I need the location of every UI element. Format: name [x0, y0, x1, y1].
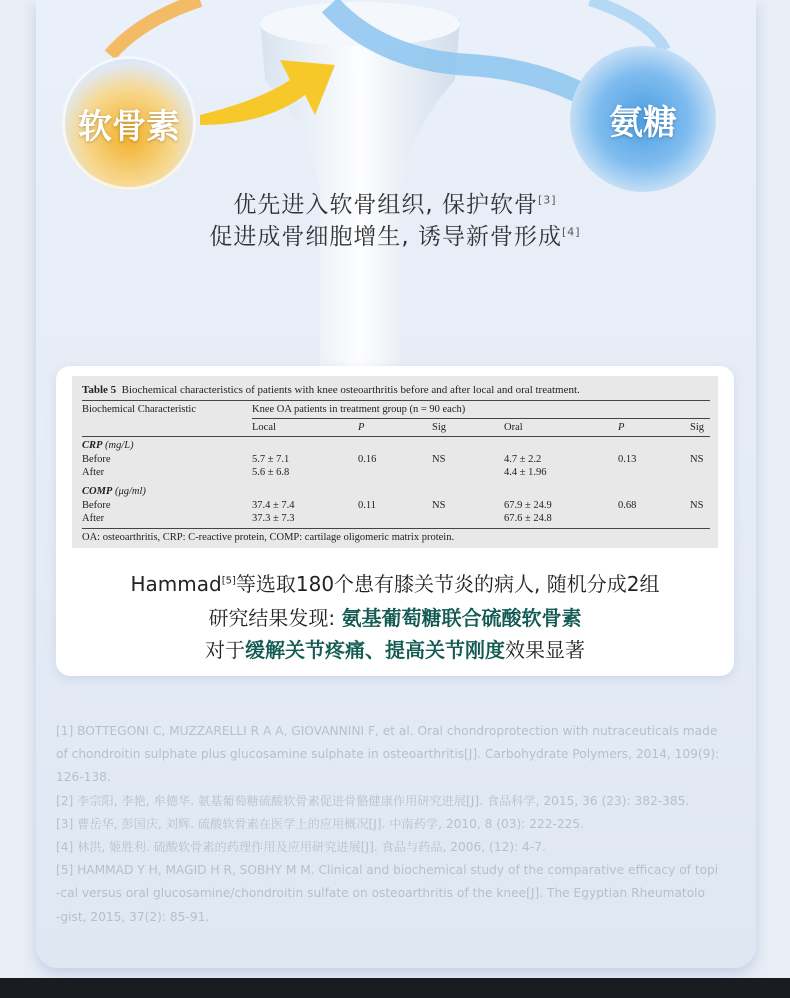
table-caption-label: Table 5 — [82, 384, 117, 396]
header-p2: P — [618, 422, 625, 433]
section-comp-name: COMP — [82, 486, 113, 497]
reference-line: [2] 李宗阳, 李艳, 牟德华. 氨基葡萄糖硫酸软骨素促进骨骼健康作用研究进展[J]. 食品科学, 2015, 36 (23): 382-385. — [56, 793, 690, 808]
references-list — [56, 720, 746, 929]
table-cell: 0.68 — [618, 500, 637, 511]
orange-swirl — [100, 0, 210, 60]
hero-line-2 — [0, 218, 790, 251]
table-footnote: OA: osteoarthritis, CRP: C-reactive protein, COMP: cartilage oligomeric matrix protein. — [82, 532, 455, 543]
col-characteristic: Biochemical Characteristic — [82, 404, 196, 415]
summary-line-1-text: 等选取180个患有膝关节炎的病人, 随机分成2组 — [235, 572, 660, 596]
table-cell: 4.4 ± 1.96 — [504, 467, 547, 478]
summary-line-3 — [56, 634, 734, 663]
summary-line-2 — [56, 602, 734, 631]
hero-line-2-ref: [4] — [562, 225, 581, 239]
results-table — [72, 376, 718, 548]
chondroitin-bubble — [62, 56, 196, 190]
group-header: Knee OA patients in treatment group (n = 90 each) — [252, 404, 466, 415]
table-cell: NS — [690, 454, 704, 465]
summary-line-2-prefix: 研究结果发现: — [208, 606, 342, 630]
glucosamine-label: 氨糖 — [609, 102, 677, 143]
summary-line-3-highlight: 缓解关节疼痛、提高关节刚度 — [245, 638, 505, 662]
summary-line-2-highlight: 氨基葡萄糖联合硫酸软骨素 — [341, 606, 582, 630]
table-cell: 67.6 ± 24.8 — [504, 513, 552, 524]
header-oral: Oral — [504, 422, 523, 433]
glucosamine-bubble — [570, 46, 716, 192]
header-sig1: Sig — [432, 422, 447, 433]
table-cell: NS — [432, 500, 446, 511]
table-cell: 0.11 — [358, 500, 376, 511]
table-caption — [82, 384, 580, 396]
study-card — [56, 366, 734, 676]
table-cell: 37.3 ± 7.3 — [252, 513, 295, 524]
arrow-icon — [200, 40, 340, 130]
summary-line-1 — [56, 568, 734, 597]
table-cell: 67.9 ± 24.9 — [504, 500, 552, 511]
table-cell: 5.7 ± 7.1 — [252, 454, 290, 465]
reference-line: [4] 林洪, 姬胜利. 硫酸软骨素的药理作用及应用研究进展[J]. 食品与药品, 2006, (12): 4-7. — [56, 840, 546, 855]
table-caption-text: Biochemical characteristics of patients with knee osteoarthritis before and after local and oral treatment. — [121, 384, 580, 396]
chondroitin-label: 软骨素 — [78, 106, 180, 147]
hero-line-1-ref: [3] — [538, 193, 557, 207]
reference-line: of chondroitin sulphate plus glucosamine sulphate in osteoarthritis[J]. Carbohydrate Polymers, 2014, 109(9): — [56, 747, 720, 762]
table-row-label: After — [82, 513, 105, 524]
reference-line: -gist, 2015, 37(2): 85-91. — [56, 909, 210, 924]
hero-line-1-text: 优先进入软骨组织, 保护软骨 — [233, 192, 539, 218]
section-comp — [82, 486, 146, 497]
bottom-bar — [0, 978, 790, 998]
table-cell: 0.13 — [618, 454, 637, 465]
table-cell: NS — [690, 500, 704, 511]
section-crp-name: CRP — [82, 440, 103, 451]
table-cell: 0.16 — [358, 454, 377, 465]
summary-author: Hammad — [130, 572, 222, 596]
table-cell: 5.6 ± 6.8 — [252, 467, 290, 478]
reference-line: [3] 曹岳华, 彭国庆, 刘辉. 硫酸软骨素在医学上的应用概况[J]. 中南药学, 2010, 8 (03): 222-225. — [56, 816, 585, 831]
section-crp — [82, 440, 134, 451]
hero-line-1 — [0, 186, 790, 219]
reference-line: [5] HAMMAD Y H, MAGID H R, SOBHY M M. Clinical and biochemical study of the comparative efficacy of topi — [56, 863, 719, 878]
summary-line-3-suffix: 效果显著 — [505, 638, 585, 662]
section-crp-unit: (mg/L) — [105, 440, 134, 451]
header-p1: P — [358, 422, 365, 433]
reference-line: [1] BOTTEGONI C, MUZZARELLI R A A, GIOVANNINI F, et al. Oral chondroprotection with nutraceuticals made — [56, 724, 718, 738]
table-cell: NS — [432, 454, 446, 465]
table-row-label: Before — [82, 454, 111, 465]
section-comp-unit: (μg/ml) — [114, 486, 146, 497]
summary-ref: [5] — [221, 575, 236, 587]
table-cell: 37.4 ± 7.4 — [252, 500, 295, 511]
table-cell: 4.7 ± 2.2 — [504, 454, 542, 465]
summary-line-3-prefix: 对于 — [205, 638, 245, 662]
reference-line: 126-138. — [56, 770, 111, 785]
table-row-label: After — [82, 467, 105, 478]
hero-line-2-text: 促进成骨细胞增生, 诱导新骨形成 — [209, 224, 563, 250]
header-sig2: Sig — [690, 422, 705, 433]
table-row-label: Before — [82, 500, 111, 511]
reference-line: -cal versus oral glucosamine/chondroitin sulfate on osteoarthritis of the knee[J]. The Egyptian Rheumatolo — [56, 886, 705, 901]
header-local: Local — [252, 422, 276, 433]
